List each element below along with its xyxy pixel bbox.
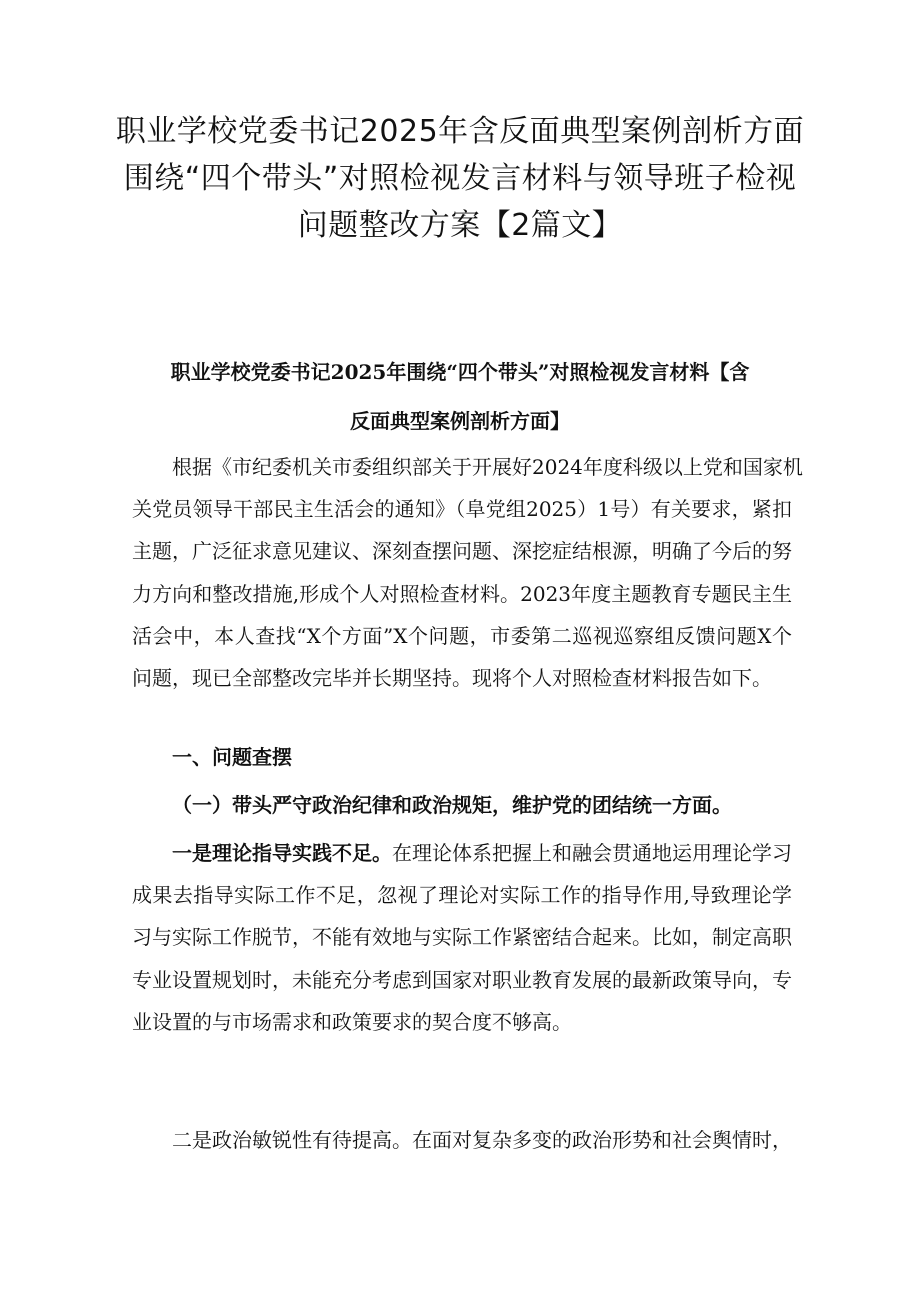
paragraph-line: 主题，广泛征求意见建议、深刻查摆问题、深挖症结根源，明确了今后的努 [132, 539, 792, 564]
intro-paragraph [132, 446, 803, 699]
paragraph-line: 问题，现已全部整改完毕并长期坚持。现将个人对照检查材料报告如下。 [132, 666, 772, 691]
title-line: 围绕“四个带头”对照检视发言材料与领导班子检视 [123, 161, 797, 196]
paragraph-line [132, 832, 792, 874]
title-line: 问题整改方案【2篇文】 [297, 208, 623, 243]
section-heading: 一、问题查摆 [172, 745, 292, 769]
title-line: 职业学校党委书记2025年含反面典型案例剖析方面 [115, 114, 805, 149]
point-text: 在理论体系把握上和融会贯通地运用理论学习 [392, 841, 792, 865]
point-lead: 一是理论指导实践不足。 [172, 841, 392, 865]
paragraph-line: 根据《市纪委机关市委组织部关于开展好2024年度科级以上党和国家机 [172, 455, 803, 479]
paragraph-line: 力方向和整改措施,形成个人对照检查材料。2023年度主题教育专题民主生 [132, 581, 792, 606]
paragraph-line: 成果去指导实际工作不足，忽视了理论对实际工作的指导作用,导致理论学 [132, 883, 792, 908]
paragraph-line: 业设置的与市场需求和政策要求的契合度不够高。 [132, 1009, 572, 1034]
paragraph-line: 关党员领导干部民主生活会的通知》（阜党组2025）1号）有关要求，紧扣 [132, 497, 792, 522]
point-paragraph [132, 832, 792, 1043]
subtitle-line: 反面典型案例剖析方面】 [350, 409, 570, 433]
paragraph-line: 二是政治敏锐性有待提高。在面对复杂多变的政治形势和社会舆情时， [172, 1128, 792, 1152]
article-subtitle [140, 348, 780, 446]
document-title [100, 108, 820, 249]
paragraph-line: 专业设置规划时，未能充分考虑到国家对职业教育发展的最新政策导向，专 [132, 967, 792, 992]
paragraph-line: 习与实际工作脱节，不能有效地与实际工作紧密结合起来。比如，制定高职 [132, 925, 792, 950]
point-paragraph [132, 1119, 792, 1161]
subtitle-line: 职业学校党委书记2025年围绕“四个带头”对照检视发言材料【含 [170, 360, 750, 384]
paragraph-line: 活会中，本人查找“X个方面”X个问题，市委第二巡视巡察组反馈问题X个 [132, 623, 792, 648]
subsection-heading: （一）带头严守政治纪律和政治规矩，维护党的团结统一方面。 [172, 793, 732, 817]
